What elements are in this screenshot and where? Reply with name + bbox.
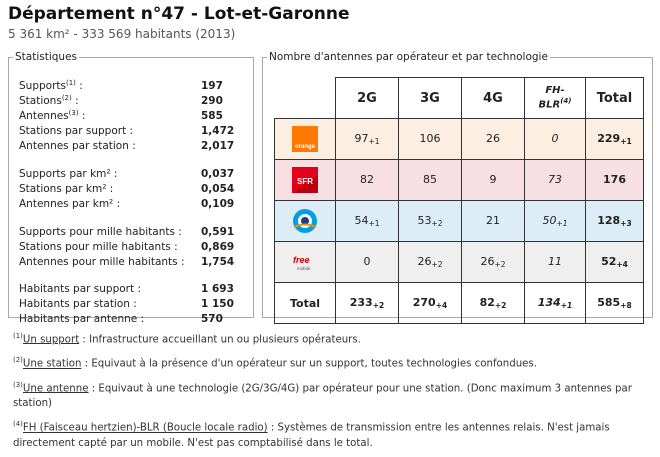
totals-label: Total [275, 283, 336, 324]
cell-total [586, 242, 644, 283]
cell-total [586, 160, 644, 201]
cell-delta: +8 [620, 301, 632, 310]
cell-value: 0 [363, 255, 371, 268]
stat-value: 2,017 [201, 140, 235, 152]
cell-total [586, 201, 644, 242]
footnote [13, 329, 653, 347]
stat-footnote-ref: (3) [68, 109, 79, 117]
cell-value: 229 [597, 132, 621, 145]
stat-label-text: Habitants par support : [19, 283, 141, 295]
cell-2g [336, 201, 399, 242]
cell-value: 97 [354, 132, 369, 145]
cell-delta: +1 [556, 219, 568, 228]
stat-label-text: Antennes par station : [19, 140, 136, 152]
footnote-term: Un support [22, 334, 80, 346]
operator-logo-cell [275, 119, 336, 160]
cell-4g [462, 242, 525, 283]
stat-label-text: Antennes par km² : [19, 198, 121, 210]
cell-delta: +2 [431, 260, 443, 269]
footnote-number: (3) [13, 380, 23, 389]
header-total: Total [586, 78, 644, 119]
cell-value: 270 [412, 296, 436, 309]
cell-fh-blr [525, 119, 586, 160]
footnote-text: : Equivaut à une technologie (2G/3G/4G) par opérateur pour une station. (Donc maximum 3 antennes par station) [13, 383, 632, 410]
cell-total [586, 119, 644, 160]
stat-label-text: Stations pour mille habitants : [19, 241, 178, 253]
cell-value: 585 [597, 296, 621, 309]
cell-3g [399, 160, 462, 201]
stat-footnote-ref: (1) [65, 79, 76, 87]
stats-panel [8, 51, 254, 325]
cell-delta: +4 [616, 260, 628, 269]
footnote-term: FH (Faisceau hertzien)-BLR (Boucle locale radio) [22, 422, 268, 434]
header-fh-blr [525, 78, 586, 119]
cell-delta: +1 [368, 137, 380, 146]
operator-row [275, 201, 644, 242]
cell-fh-blr [525, 160, 586, 201]
cell-fh-blr [525, 201, 586, 242]
header-3g: 3G [399, 78, 462, 119]
stat-value: 1 693 [201, 283, 234, 295]
footnote-text: : Systèmes de transmission entre les antennes relais. N'est jamais directement capté par un mobile. N'est pas comptabilisé dans le total. [13, 422, 610, 449]
cell-value: 52 [601, 255, 617, 268]
stat-row [19, 109, 245, 124]
cell-3g [399, 242, 462, 283]
cell-value: 128 [597, 214, 621, 227]
stat-row [19, 255, 245, 270]
cell-2g [336, 119, 399, 160]
footnote-term: Une station [22, 358, 82, 370]
footnote-number: (4) [13, 420, 23, 429]
cell-value: 26 [480, 255, 495, 268]
cell-delta: +4 [435, 301, 448, 310]
cell-value: 53 [417, 214, 432, 227]
header-2g: 2G [336, 78, 399, 119]
stat-label-suffix: : [75, 80, 83, 92]
totals-row [275, 283, 644, 324]
stat-row [19, 139, 245, 154]
stat-label-text: Antennes [19, 110, 69, 122]
stat-label [19, 197, 120, 212]
footnote-text: : Infrastructure accueillant un ou plusieurs opérateurs. [79, 334, 361, 346]
cell-value: 134 [537, 296, 561, 309]
free-logo-subtext: mobile [297, 266, 311, 271]
total-total [586, 283, 644, 324]
stat-label [19, 124, 133, 139]
operators-panel [262, 51, 653, 318]
cell-4g [462, 201, 525, 242]
stat-label [19, 182, 113, 197]
cell-delta: +2 [494, 301, 507, 310]
cell-4g [462, 119, 525, 160]
stat-label-text: Supports pour mille habitants : [19, 226, 182, 238]
stat-row [19, 197, 245, 212]
stat-row [19, 94, 245, 109]
cell-value: 26 [417, 255, 432, 268]
stat-row [19, 312, 245, 327]
cell-value: 9 [489, 173, 497, 186]
cell-delta: +2 [431, 219, 443, 228]
cell-value: 26 [486, 132, 500, 145]
footnote [13, 378, 653, 411]
stat-label-suffix: : [78, 110, 86, 122]
stat-label [19, 297, 137, 312]
stat-row [19, 282, 245, 297]
stat-value: 0,109 [201, 198, 235, 210]
footnote [13, 353, 653, 371]
stat-row [19, 297, 245, 312]
footnote-number: (2) [13, 356, 23, 365]
cell-delta: +2 [494, 260, 506, 269]
free-logo [292, 249, 318, 275]
cell-delta: +1 [368, 219, 380, 228]
cell-fh-blr [525, 242, 586, 283]
stat-row [19, 79, 245, 94]
cell-value: 82 [479, 296, 495, 309]
operators-table [274, 77, 644, 324]
cell-delta: +1 [620, 137, 632, 146]
cell-value: 11 [548, 255, 562, 268]
operator-logo-cell [275, 201, 336, 242]
stat-label-text: Stations par support : [19, 125, 134, 137]
cell-2g [336, 160, 399, 201]
stat-label-text: Supports par km² : [19, 168, 118, 180]
stat-value: 290 [201, 95, 223, 107]
stat-label [19, 94, 79, 109]
table-corner [275, 78, 336, 119]
stat-label-text: Habitants par station : [19, 298, 137, 310]
sfr-logo [292, 167, 318, 193]
stat-row [19, 167, 245, 182]
stat-value: 1,754 [201, 256, 235, 268]
bouygues-logo [292, 208, 318, 234]
cell-3g [399, 201, 462, 242]
stat-label-text: Antennes pour mille habitants : [19, 256, 185, 268]
cell-4g [462, 160, 525, 201]
operators-legend: Nombre d'antennes par opérateur et par technologie [269, 51, 548, 63]
page-title: Département n°47 - Lot-et-Garonne [8, 4, 350, 24]
header-fh-text: FH- [545, 85, 565, 97]
total-3g [399, 283, 462, 324]
stat-group [19, 225, 245, 270]
free-logo-text: free [293, 255, 310, 265]
stat-label [19, 312, 144, 327]
footnote-term: Une antenne [22, 383, 89, 395]
cell-value: 85 [423, 173, 437, 186]
operator-row [275, 119, 644, 160]
footnote-number: (1) [13, 332, 23, 340]
cell-3g [399, 119, 462, 160]
cell-value: 54 [354, 214, 369, 227]
stat-value: 585 [201, 110, 223, 122]
cell-value: 0 [551, 132, 559, 145]
cell-delta: +1 [560, 301, 573, 310]
orange-logo [292, 126, 318, 152]
cell-value: 233 [349, 296, 373, 309]
header-fh-footnote: (4) [560, 97, 572, 106]
cell-value: 73 [548, 173, 562, 186]
stat-label [19, 79, 83, 94]
stat-label [19, 139, 136, 154]
operator-row [275, 160, 644, 201]
stat-group [19, 167, 245, 212]
cell-delta: +2 [372, 301, 385, 310]
stat-value: 0,037 [201, 168, 235, 180]
total-2g [336, 283, 399, 324]
operator-logo-cell [275, 160, 336, 201]
header-blr-text: BLR [538, 99, 561, 111]
orange-logo-text: orange [295, 144, 316, 150]
stat-label [19, 167, 117, 182]
operator-row [275, 242, 644, 283]
stat-label [19, 240, 178, 255]
stat-label [19, 225, 182, 240]
stat-label-text: Stations [19, 95, 62, 107]
stat-label [19, 109, 85, 124]
stat-label [19, 282, 141, 297]
cell-value: 82 [360, 173, 374, 186]
stat-label-text: Supports [19, 80, 66, 92]
stat-group [19, 282, 245, 327]
stat-value: 0,869 [201, 241, 235, 253]
stat-label-text: Habitants par antenne : [19, 313, 145, 325]
stats-legend: Statistiques [15, 51, 78, 63]
cell-value: 106 [419, 132, 441, 145]
stat-label [19, 255, 185, 270]
stat-value: 570 [201, 313, 223, 325]
footnote-text: : Equivaut à la présence d'un opérateur sur un support, toutes technologies confondues. [81, 358, 537, 370]
stat-label-suffix: : [71, 95, 79, 107]
header-4g: 4G [462, 78, 525, 119]
stat-label-text: Stations par km² : [19, 183, 114, 195]
cell-2g [336, 242, 399, 283]
stat-row [19, 182, 245, 197]
cell-value: 50 [542, 214, 557, 227]
cell-value: 176 [603, 173, 626, 186]
footnotes [13, 329, 653, 457]
stat-footnote-ref: (2) [61, 94, 72, 102]
sfr-logo-text: SFR [297, 177, 313, 186]
stat-value: 1 150 [201, 298, 234, 310]
stat-value: 197 [201, 80, 223, 92]
stat-value: 1,472 [201, 125, 235, 137]
cell-value: 21 [486, 214, 500, 227]
stat-value: 0,591 [201, 226, 235, 238]
cell-delta: +3 [620, 219, 632, 228]
operator-logo-cell [275, 242, 336, 283]
stat-row [19, 124, 245, 139]
stat-row [19, 225, 245, 240]
stat-group [19, 79, 245, 154]
total-fh-blr [525, 283, 586, 324]
total-4g [462, 283, 525, 324]
stat-row [19, 240, 245, 255]
stat-value: 0,054 [201, 183, 235, 195]
page-subtitle: 5 361 km² - 333 569 habitants (2013) [8, 27, 236, 41]
